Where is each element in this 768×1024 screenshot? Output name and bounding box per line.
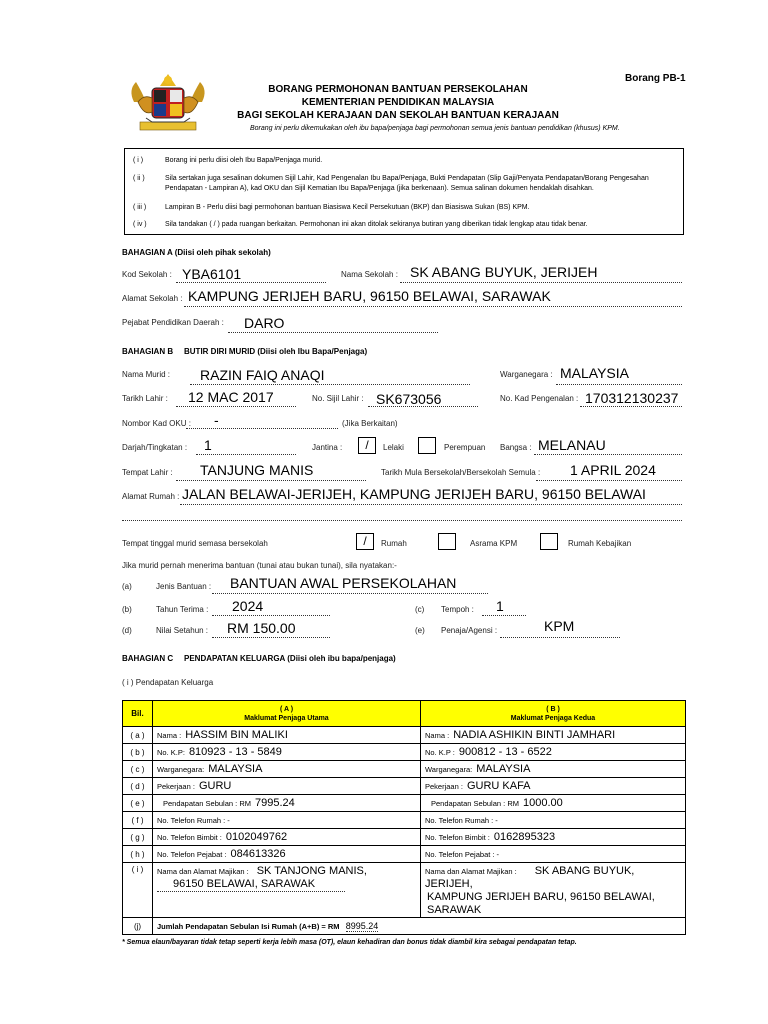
nama-murid-value[interactable]: RAZIN FAIQ ANAQI <box>200 367 325 383</box>
instruction-num: ( iv ) <box>133 221 147 228</box>
sijil-lahir-label: No. Sijil Lahir : <box>312 394 364 403</box>
table-row: ( g ) No. Telefon Bimbit : 0102049762 No. Telefon Bimbit : 0162895323 <box>123 829 686 846</box>
nama-sekolah-label: Nama Sekolah : <box>341 270 398 279</box>
instruction-text: Lampiran B - Perlu diisi bagi permohonan bantuan Biasiswa Kecil Persekutuan (BKP) dan Biasiswa Sukan (BS) KPM. <box>165 204 530 211</box>
footnote: * Semua elaun/bayaran tidak tetap seperti kerja lebih masa (OT), elaun kehadiran dan bonus tidak diambil kira sebagai pendapatan tetap. <box>122 939 577 946</box>
perempuan-label: Perempuan <box>444 443 486 452</box>
oku-label: Nombor Kad OKU : <box>122 419 191 428</box>
item-index: (b) <box>122 605 132 614</box>
section-c-heading: BAHAGIAN C <box>122 654 174 663</box>
bangsa-label: Bangsa : <box>500 443 532 452</box>
table-row: ( e ) Pendapatan Sebulan : RM 7995.24 Pendapatan Sebulan : RM 1000.00 <box>123 795 686 812</box>
kebajikan-label: Rumah Kebajikan <box>568 539 632 548</box>
table-row: ( d ) Pekerjaan : GURU Pekerjaan : GURU KAFA <box>123 778 686 795</box>
nama-murid-label: Nama Murid : <box>122 370 171 379</box>
nama-sekolah-value[interactable]: SK ABANG BUYUK, JERIJEH <box>410 264 598 280</box>
alamat-sekolah-value[interactable]: KAMPUNG JERIJEH BARU, 96150 BELAWAI, SARAWAK <box>188 288 551 304</box>
section-b-heading: BAHAGIAN B <box>122 347 174 356</box>
penaja-label: Penaja/Agensi : <box>441 626 498 635</box>
form-title-line-1: BORANG PERMOHONAN BANTUAN PERSEKOLAHAN <box>268 84 528 95</box>
bantuan-note: Jika murid pernah menerima bantuan (tunai atau bukan tunai), sila nyatakan:- <box>122 561 397 570</box>
oku-value[interactable]: - <box>214 412 219 428</box>
instruction-text: Borang ini perlu diisi oleh Ibu Bapa/Penjaga murid. <box>165 157 323 164</box>
nilai-setahun-value[interactable]: RM 150.00 <box>227 620 296 636</box>
tarikh-mula-label: Tarikh Mula Bersekolah/Bersekolah Semula : <box>381 468 541 477</box>
penjaga-kedua-header: ( B ) Maklumat Penjaga Kedua <box>421 701 686 727</box>
penaja-value[interactable]: KPM <box>544 618 575 634</box>
tempat-tinggal-label: Tempat tinggal murid semasa bersekolah <box>122 539 268 548</box>
oku-note: (Jika Berkaitan) <box>342 419 398 428</box>
section-c-subheading: PENDAPATAN KELUARGA (Diisi oleh ibu bapa/penjaga) <box>184 654 396 663</box>
table-row: ( c ) Warganegara: MALAYSIA Warganegara: MALAYSIA <box>123 761 686 778</box>
kod-sekolah-label: Kod Sekolah : <box>122 270 172 279</box>
kebajikan-checkbox[interactable] <box>540 533 558 550</box>
alamat-rumah-label: Alamat Rumah : <box>122 492 180 501</box>
table-row: ( h ) No. Telefon Pejabat : 084613326 No. Telefon Pejabat : - <box>123 846 686 863</box>
tahun-terima-value[interactable]: 2024 <box>232 598 264 614</box>
warganegara-label: Warganegara : <box>500 370 553 379</box>
jenis-bantuan-value[interactable]: BANTUAN AWAL PERSEKOLAHAN <box>230 575 457 591</box>
lelaki-label: Lelaki <box>383 443 404 452</box>
table-row: (j) Jumlah Pendapatan Sebulan Isi Rumah (A+B) = RM 8995.24 <box>123 918 686 935</box>
kad-pengenalan-value[interactable]: 170312130237 <box>585 390 679 406</box>
rumah-label: Rumah <box>381 539 407 548</box>
jenis-bantuan-label: Jenis Bantuan : <box>156 582 212 591</box>
tempoh-label: Tempoh : <box>441 605 474 614</box>
kod-sekolah-value[interactable]: YBA6101 <box>182 266 242 282</box>
darjah-label: Darjah/Tingkatan : <box>122 443 188 452</box>
alamat-sekolah-label: Alamat Sekolah : <box>122 294 183 303</box>
tarikh-lahir-value[interactable]: 12 MAC 2017 <box>188 389 274 405</box>
total-income-value: 8995.24 <box>345 921 379 931</box>
alamat-rumah-value[interactable]: JALAN BELAWAI-JERIJEH, KAMPUNG JERIJEH BARU, 96150 BELAWAI <box>182 486 646 502</box>
lelaki-checkbox[interactable]: / <box>358 437 376 454</box>
asrama-checkbox[interactable] <box>438 533 456 550</box>
bangsa-value[interactable]: MELANAU <box>538 437 606 453</box>
instruction-num: ( ii ) <box>133 175 145 182</box>
item-index: (c) <box>415 605 425 614</box>
darjah-value[interactable]: 1 <box>204 437 212 453</box>
table-row: ( a ) Nama : HASSIM BIN MALIKI Nama : NADIA ASHIKIN BINTI JAMHARI <box>123 727 686 744</box>
warganegara-value[interactable]: MALAYSIA <box>560 365 629 381</box>
tempat-lahir-label: Tempat Lahir : <box>122 468 173 477</box>
table-row: ( i ) Nama dan Alamat Majikan : SK TANJONG MANIS, 96150 BELAWAI, SARAWAK Nama dan Alamat Majikan : SK ABANG BUYUK, JERIJEH, KAMPUNG JERIJEH BARU, 96150 BELAWAI, SARAWAK <box>123 863 686 918</box>
instruction-num: ( iii ) <box>133 204 147 211</box>
form-title-line-3: BAGI SEKOLAH KERAJAAN DAN SEKOLAH BANTUAN KERAJAAN <box>237 110 559 121</box>
income-table <box>122 700 686 935</box>
kad-pengenalan-label: No. Kad Pengenalan : <box>500 394 579 403</box>
tempoh-value[interactable]: 1 <box>496 598 504 614</box>
tahun-terima-label: Tahun Terima : <box>156 605 209 614</box>
rumah-checkbox[interactable]: / <box>356 533 374 550</box>
ppd-label: Pejabat Pendidikan Daerah : <box>122 318 224 327</box>
instruction-num: ( i ) <box>133 157 144 164</box>
ppd-value[interactable]: DARO <box>244 315 285 331</box>
bil-header: Bil. <box>123 701 153 727</box>
form-subtitle: Borang ini perlu dikemukakan oleh ibu bapa/penjaga bagi permohonan semua jenis bantuan pendidikan (khusus) KPM. <box>250 125 620 132</box>
pendapatan-keluarga-label: ( i ) Pendapatan Keluarga <box>122 678 214 687</box>
nilai-setahun-label: Nilai Setahun : <box>156 626 209 635</box>
perempuan-checkbox[interactable] <box>418 437 436 454</box>
jantina-label: Jantina : <box>312 443 343 452</box>
asrama-label: Asrama KPM <box>470 539 518 548</box>
item-index: (a) <box>122 582 132 591</box>
form-code: Borang PB-1 <box>625 73 686 84</box>
item-index: (d) <box>122 626 132 635</box>
penjaga-utama-header: ( A ) Maklumat Penjaga Utama <box>153 701 421 727</box>
tempat-lahir-value[interactable]: TANJUNG MANIS <box>200 462 314 478</box>
table-row: ( b ) No. K.P: 810923 - 13 - 5849 No. K.P : 900812 - 13 - 6522 <box>123 744 686 761</box>
section-b-subheading: BUTIR DIRI MURID (Diisi oleh Ibu Bapa/Penjaga) <box>184 347 368 356</box>
item-index: (e) <box>415 626 425 635</box>
instruction-text: Sila sertakan juga sesalinan dokumen Sijil Lahir, Kad Pengenalan Ibu Bapa/Penjaga, Bukti Pendapatan (Slip Gaji/Penyata Pendapatan/Borang Pengesahan Pendapatan - Lampiran A), kad OKU dan Sijil Kematian Ibu Bapa/Penjaga (jika berkenaan). Semua salinan dokumen hendaklah disahkan. <box>165 175 649 192</box>
section-a-heading: BAHAGIAN A (Diisi oleh pihak sekolah) <box>122 248 271 257</box>
tarikh-lahir-label: Tarikh Lahir : <box>122 394 168 403</box>
instruction-text: Sila tandakan ( / ) pada ruangan berkaitan. Permohonan ini akan ditolak sekiranya butiran yang diberikan tidak lengkap atau tidak benar. <box>165 221 588 228</box>
tarikh-mula-value[interactable]: 1 APRIL 2024 <box>570 462 656 478</box>
table-row: ( f ) No. Telefon Rumah : - No. Telefon Rumah : - <box>123 812 686 829</box>
sijil-lahir-value[interactable]: SK673056 <box>376 391 442 407</box>
instructions-box <box>124 148 684 235</box>
form-title-line-2: KEMENTERIAN PENDIDIKAN MALAYSIA <box>301 97 495 108</box>
